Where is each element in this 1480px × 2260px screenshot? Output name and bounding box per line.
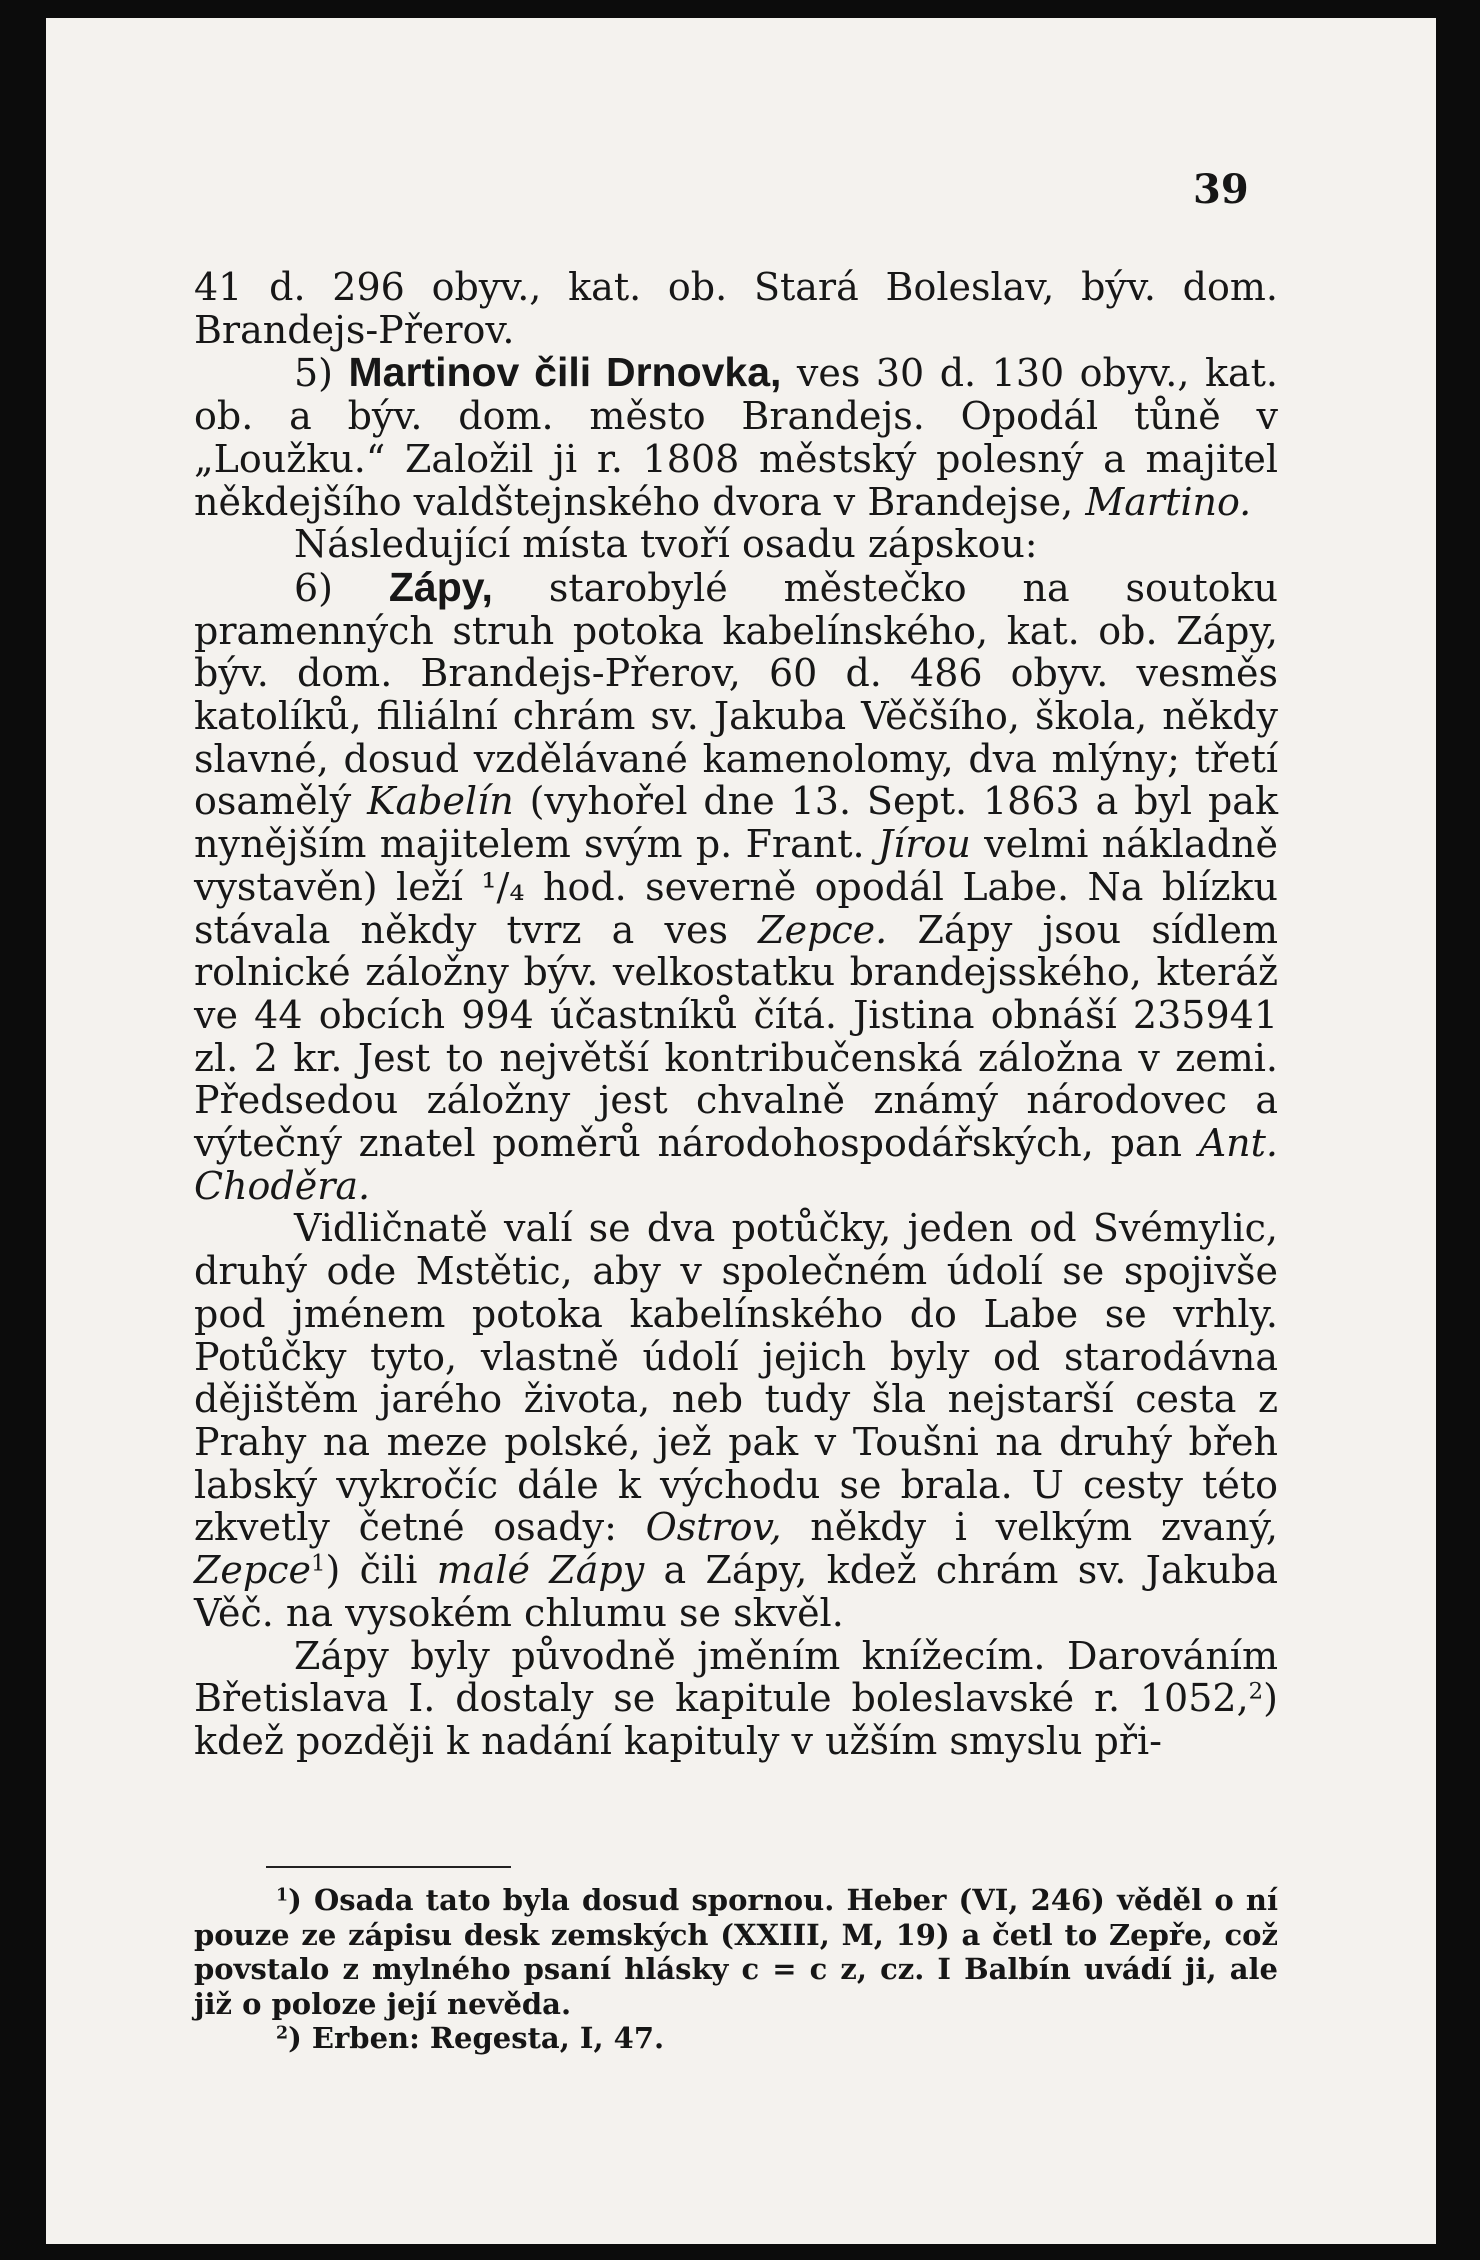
paragraph-osada-zapska: Následující místa tvoří osadu zápskou: — [294, 522, 1038, 567]
entry-title-martinov: Martinov čili Drnovka, — [348, 349, 782, 396]
footnotes — [194, 1883, 1278, 2056]
paragraph-martinov: 5) Martinov čili Drnovka, ves 30 d. 130 obyv., kat. ob. a býv. dom. město Brandejs. Opodál tůně v „Loužku.“ Založil ji r. 1808 městský polesný a majitel někdejšího valdštejnského dvora v Brandejse, Martino. — [194, 349, 1278, 524]
paragraph-zapy-history: Zápy byly původně jměním knížecím. Darováním Břetislava I. dostaly se kapitule boleslavské r. 1052,$^2$) kdež později k nadání kapituly v užším smyslu při- — [194, 1633, 1278, 1763]
paragraph-1: 41 d. 296 obyv., kat. ob. Stará Boleslav, býv. dom. Brandejs-Přerov. — [194, 265, 1278, 352]
paragraph-zapy: 6) Zápy, starobylé městečko na soutoku pramenných struh potoka kabelínského, kat. ob. Zápy, býv. dom. Brandejs-Přerov, 60 d. 486 obyv. vesměs katolíků, filiální chrám sv. Jakuba Věčšího, škola, někdy slavné, dosud vzdělávané kamenolomy, dva mlýny; třetí osamělý Kabelín (vyhořel dne 13. Sept. 1863 a byl pak nynějším majitelem svým p. Frant. Jírou velmi nákladně vystavěn) leží ¹/₄ hod. severně opodál Labe. Na blízku stávala někdy tvrz a ves Zepce. Zápy jsou sídlem rolnické záložny býv. velkostatku brandejsského, kteráž ve 44 obcích 994 účastníků čítá. Jistina obnáší 235941 zl. 2 kr. Jest to největší kontribučenská záložna v zemi. Předsedou záložny jest chvalně známý národovec a výtečný znatel poměrů národohospodářských, pan Ant. Choděra. — [194, 563, 1279, 1208]
entry-title-zapy: Zápy, — [388, 563, 493, 610]
footnote-ref-2: 2 — [1248, 1678, 1264, 1705]
footnote-ref-1: 1 — [311, 1550, 326, 1577]
book-page — [46, 18, 1436, 2244]
page-number: 39 — [1193, 166, 1249, 213]
footnote-2: $^2$) Erben: Regesta, I, 47. — [276, 2021, 665, 2055]
footnote-divider — [266, 1866, 511, 1868]
footnote-1: $^1$) Osada tato byla dosud spornou. Heber (VI, 246) věděl o ní pouze ze zápisu desk zemských (XXIII, M, 19) a četl to Zepře, což povstalo z mylného psaní hlásky c = c z, cz. I Balbín uvádí ji, ale již o poloze její nevěda. — [194, 1883, 1278, 2021]
body-text — [194, 266, 1278, 1763]
paragraph-potucky: Vidličnatě valí se dva potůčky, jeden od Svémylic, druhý ode Mstětic, aby v společném údolí se spojivše pod jménem potoka kabelínského do Labe se vrhly. Potůčky tyto, vlastně údolí jejich byly od starodávna dějištěm jarého života, neb tudy šla nejstarší cesta z Prahy na meze polské, jež pak v Toušni na druhý břeh labský vykročíc dále k východu se brala. U cesty této zkvetly četné osady: Ostrov, někdy i velkým zvaný, Zepce$^1$) čili malé Zápy a Zápy, kdež chrám sv. Jakuba Věč. na vysokém chlumu se skvěl. — [194, 1206, 1279, 1635]
